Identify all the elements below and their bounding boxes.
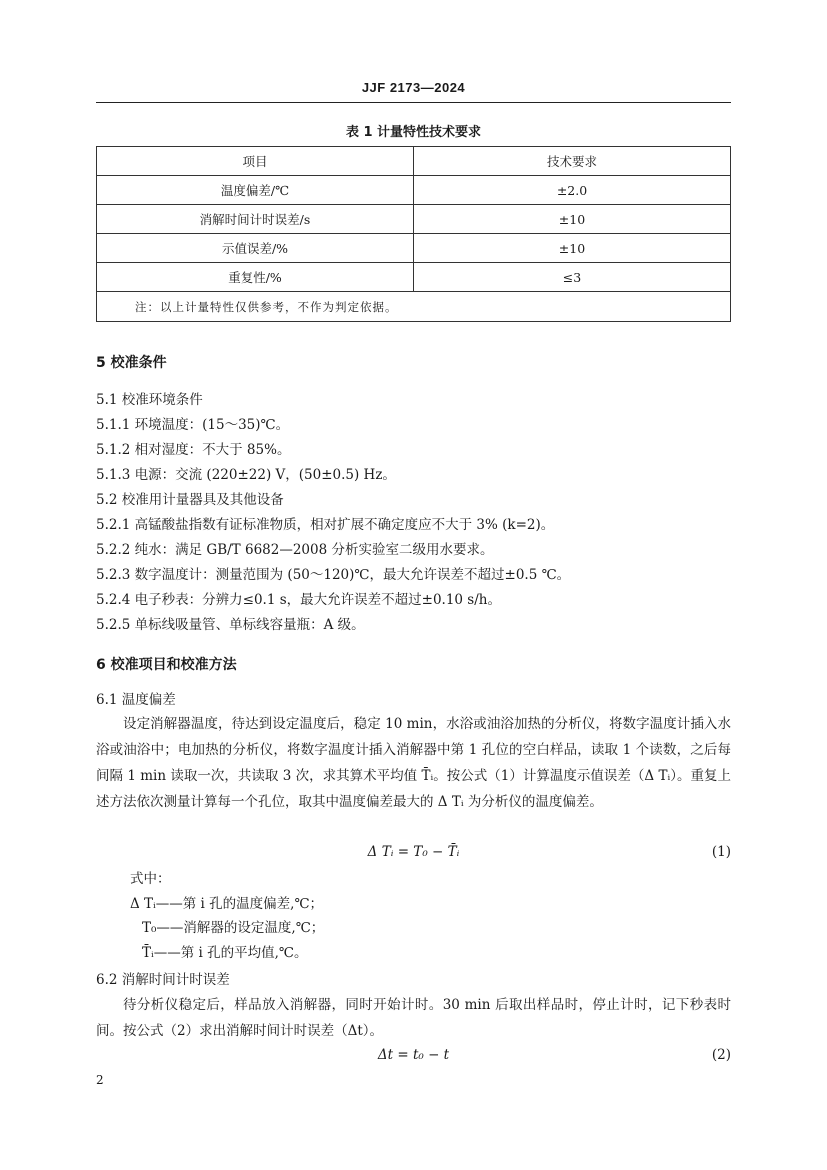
table-cell: ≤3 bbox=[414, 263, 731, 292]
clause-6-1: 6.1 温度偏差 bbox=[96, 692, 176, 708]
equation-1-number: (1) bbox=[711, 844, 731, 860]
header-rule bbox=[96, 102, 731, 103]
page-number: 2 bbox=[96, 1073, 104, 1087]
definition: T₀——消解器的设定温度,℃； bbox=[142, 920, 325, 936]
clause-5-2: 5.2 校准用计量器具及其他设备 bbox=[96, 492, 284, 508]
table-header-item: 项目 bbox=[97, 147, 414, 176]
definition: Δ Tᵢ——第 i 孔的温度偏差,℃； bbox=[130, 896, 324, 912]
table-note: 注：以上计量特性仅供参考，不作为判定依据。 bbox=[97, 292, 731, 322]
clause-5-2-5: 5.2.5 单标线吸量管、单标线容量瓶：A 级。 bbox=[96, 617, 365, 633]
definition: T̄ᵢ——第 i 孔的平均值,℃。 bbox=[142, 945, 308, 961]
table-cell: ±2.0 bbox=[414, 176, 731, 205]
table-row bbox=[97, 263, 731, 292]
clause-5-1: 5.1 校准环境条件 bbox=[96, 392, 203, 408]
document-header: JJF 2173—2024 bbox=[361, 80, 466, 95]
table-cell: 消解时间计时误差/s bbox=[97, 205, 414, 234]
table-note-row bbox=[97, 292, 731, 322]
clause-6-2-paragraph: 待分析仪稳定后，样品放入消解器，同时开始计时。30 min 后取出样品时，停止计时，记下秒表时间。按公式（2）求出消解时间计时误差（Δt）。 bbox=[96, 997, 731, 1039]
table-row bbox=[97, 205, 731, 234]
table-row bbox=[97, 234, 731, 263]
section-5-title: 5 校准条件 bbox=[96, 355, 167, 371]
clause-5-2-3: 5.2.3 数字温度计：测量范围为 (50～120)℃，最大允许误差不超过±0.5 ℃。 bbox=[96, 567, 571, 583]
table-cell: ±10 bbox=[414, 234, 731, 263]
table-row bbox=[97, 176, 731, 205]
clause-6-1-paragraph: 设定消解器温度，待达到设定温度后，稳定 10 min，水浴或油浴加热的分析仪，将数字温度计插入水浴或油浴中；电加热的分析仪，将数字温度计插入消解器中第 1 孔位的空白样品，读取 1 个读数，之后每间隔 1 min 读取一次，共读取 3 次，求其算术平均值 T̄ᵢ。按公式（1）计算温度示值误差（Δ Tᵢ）。重复上述方法依次测量计算每一个孔位，取其中温度偏差最大的 Δ Tᵢ 为分析仪的温度偏差。 bbox=[96, 716, 731, 810]
clause-5-1-3: 5.1.3 电源：交流 (220±22) V，(50±0.5) Hz。 bbox=[96, 467, 396, 483]
clause-5-2-2: 5.2.2 纯水：满足 GB/T 6682—2008 分析实验室二级用水要求。 bbox=[96, 542, 494, 558]
table-cell: 示值误差/% bbox=[97, 234, 414, 263]
clause-5-1-1: 5.1.1 环境温度：(15～35)℃。 bbox=[96, 417, 290, 433]
table-caption: 表 1 计量特性技术要求 bbox=[345, 125, 482, 140]
table-cell: 温度偏差/℃ bbox=[97, 176, 414, 205]
section-6-title: 6 校准项目和校准方法 bbox=[96, 657, 237, 673]
table-cell: ±10 bbox=[414, 205, 731, 234]
clause-6-2: 6.2 消解时间计时误差 bbox=[96, 972, 230, 988]
where-label: 式中： bbox=[130, 871, 171, 887]
equation-2-number: (2) bbox=[711, 1047, 731, 1063]
clause-5-2-1: 5.2.1 高锰酸盐指数有证标准物质，相对扩展不确定度应不大于 3% (k=2)。 bbox=[96, 517, 555, 533]
clause-5-1-2: 5.1.2 相对湿度：不大于 85%。 bbox=[96, 442, 291, 458]
table-cell: 重复性/% bbox=[97, 263, 414, 292]
table-header-requirement: 技术要求 bbox=[414, 147, 731, 176]
table-header-row bbox=[97, 147, 731, 176]
equation-1: Δ Tᵢ = T₀ − T̄ᵢ bbox=[367, 844, 460, 860]
equation-2: Δt = t₀ − t bbox=[377, 1047, 450, 1063]
spec-table bbox=[96, 146, 731, 322]
clause-5-2-4: 5.2.4 电子秒表：分辨力≤0.1 s，最大允许误差不超过±0.10 s/h。 bbox=[96, 592, 501, 608]
